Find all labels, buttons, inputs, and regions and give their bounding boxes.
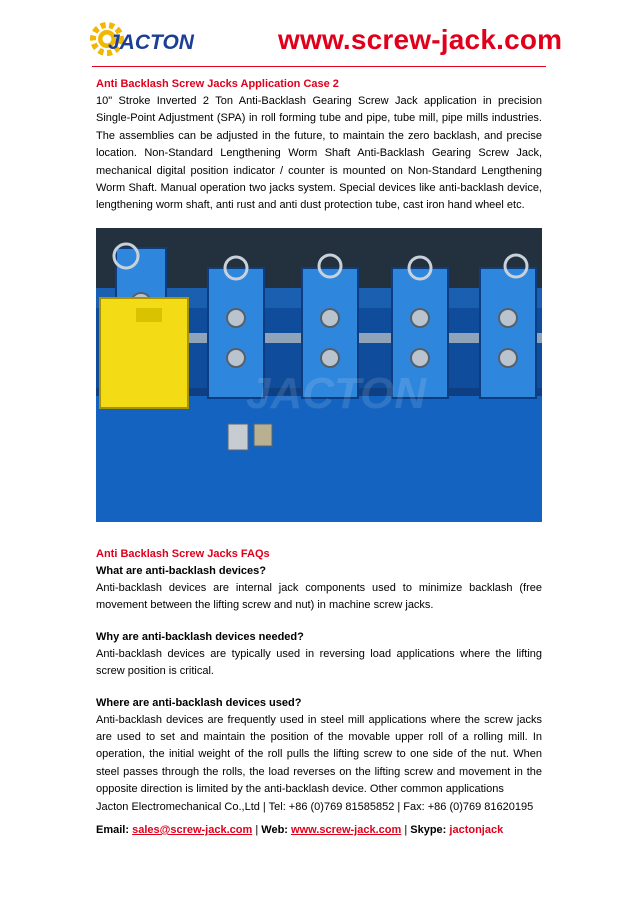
email-link[interactable]: sales@screw-jack.com bbox=[132, 824, 253, 836]
web-label: Web: bbox=[261, 824, 288, 836]
jacton-logo bbox=[86, 16, 206, 62]
faq-question: What are anti-backlash devices? bbox=[96, 565, 266, 577]
footer-separator: | bbox=[404, 824, 408, 836]
faq-title: Anti Backlash Screw Jacks FAQs bbox=[96, 548, 270, 560]
footer-separator: | bbox=[255, 824, 259, 836]
page-footer bbox=[96, 822, 542, 838]
faq-answer: Anti-backlash devices are internal jack components used to minimize backlash (free movement between the lifting screw and nut) in machine screw jacks. bbox=[96, 582, 542, 612]
skype-id[interactable]: jactonjack bbox=[449, 824, 504, 836]
header-divider bbox=[92, 66, 546, 67]
faq-answer: Anti-backlash devices are typically used in reversing load applications where the lifting screw position is critical. bbox=[96, 647, 542, 678]
site-url[interactable]: www.screw-jack.com bbox=[278, 24, 563, 55]
case-description: 10" Stroke Inverted 2 Ton Anti-Backlash Gearing Screw Jack application in precision Single-Point Adjustment (SPA) in roll forming tube and pipe, tube mill, pipe mills industries. The assemblies can be adjusted in the future, to maintain the zero backlash, and precise location. Non-Standard Lengthening Worm Shaft Anti-Backlash Gearing Screw Jack, mechanical digital position indicator / counter is mounted on Non-Standard Lengthening Worm Shaft. Manual operation two jacks system. Special devices like anti-backlash device, lengthening worm shaft, anti rust and anti dust protection tube, cast iron hand wheel etc. bbox=[96, 95, 542, 212]
svg-text:JACTON: JACTON bbox=[246, 369, 427, 418]
svg-text:JACTON: JACTON bbox=[108, 31, 194, 54]
web-link[interactable]: www.screw-jack.com bbox=[291, 824, 402, 836]
faq-section bbox=[96, 546, 542, 816]
tube-mill-photo bbox=[96, 228, 542, 522]
case-title: Anti Backlash Screw Jacks Application Case 2 bbox=[96, 78, 339, 90]
email-label: Email: bbox=[96, 824, 130, 836]
faq-question: Where are anti-backlash devices used? bbox=[96, 696, 302, 709]
skype-label: Skype: bbox=[410, 824, 447, 836]
faq-question: Why are anti-backlash devices needed? bbox=[96, 630, 304, 643]
application-case bbox=[96, 76, 542, 215]
tube-mill-illustration bbox=[96, 228, 542, 522]
faq-answer: Anti-backlash devices are frequently used in steel mill applications where the screw jacks are used to set and maintain the position of the movable upper roll of a rolling mill. In operation, the initial weight of the roll pulls the lifting screw to one side of the nut. When steel passes through the rolls, the load reverses on the lifting screw and movement in the opposite direction is limited by the anti-backlash device. Other common applications bbox=[96, 713, 542, 796]
page-header bbox=[0, 0, 638, 68]
company-contact-line: Jacton Electromechanical Co.,Ltd | Tel: +86 (0)769 81585852 | Fax: +86 (0)769 81620195 bbox=[96, 800, 534, 813]
